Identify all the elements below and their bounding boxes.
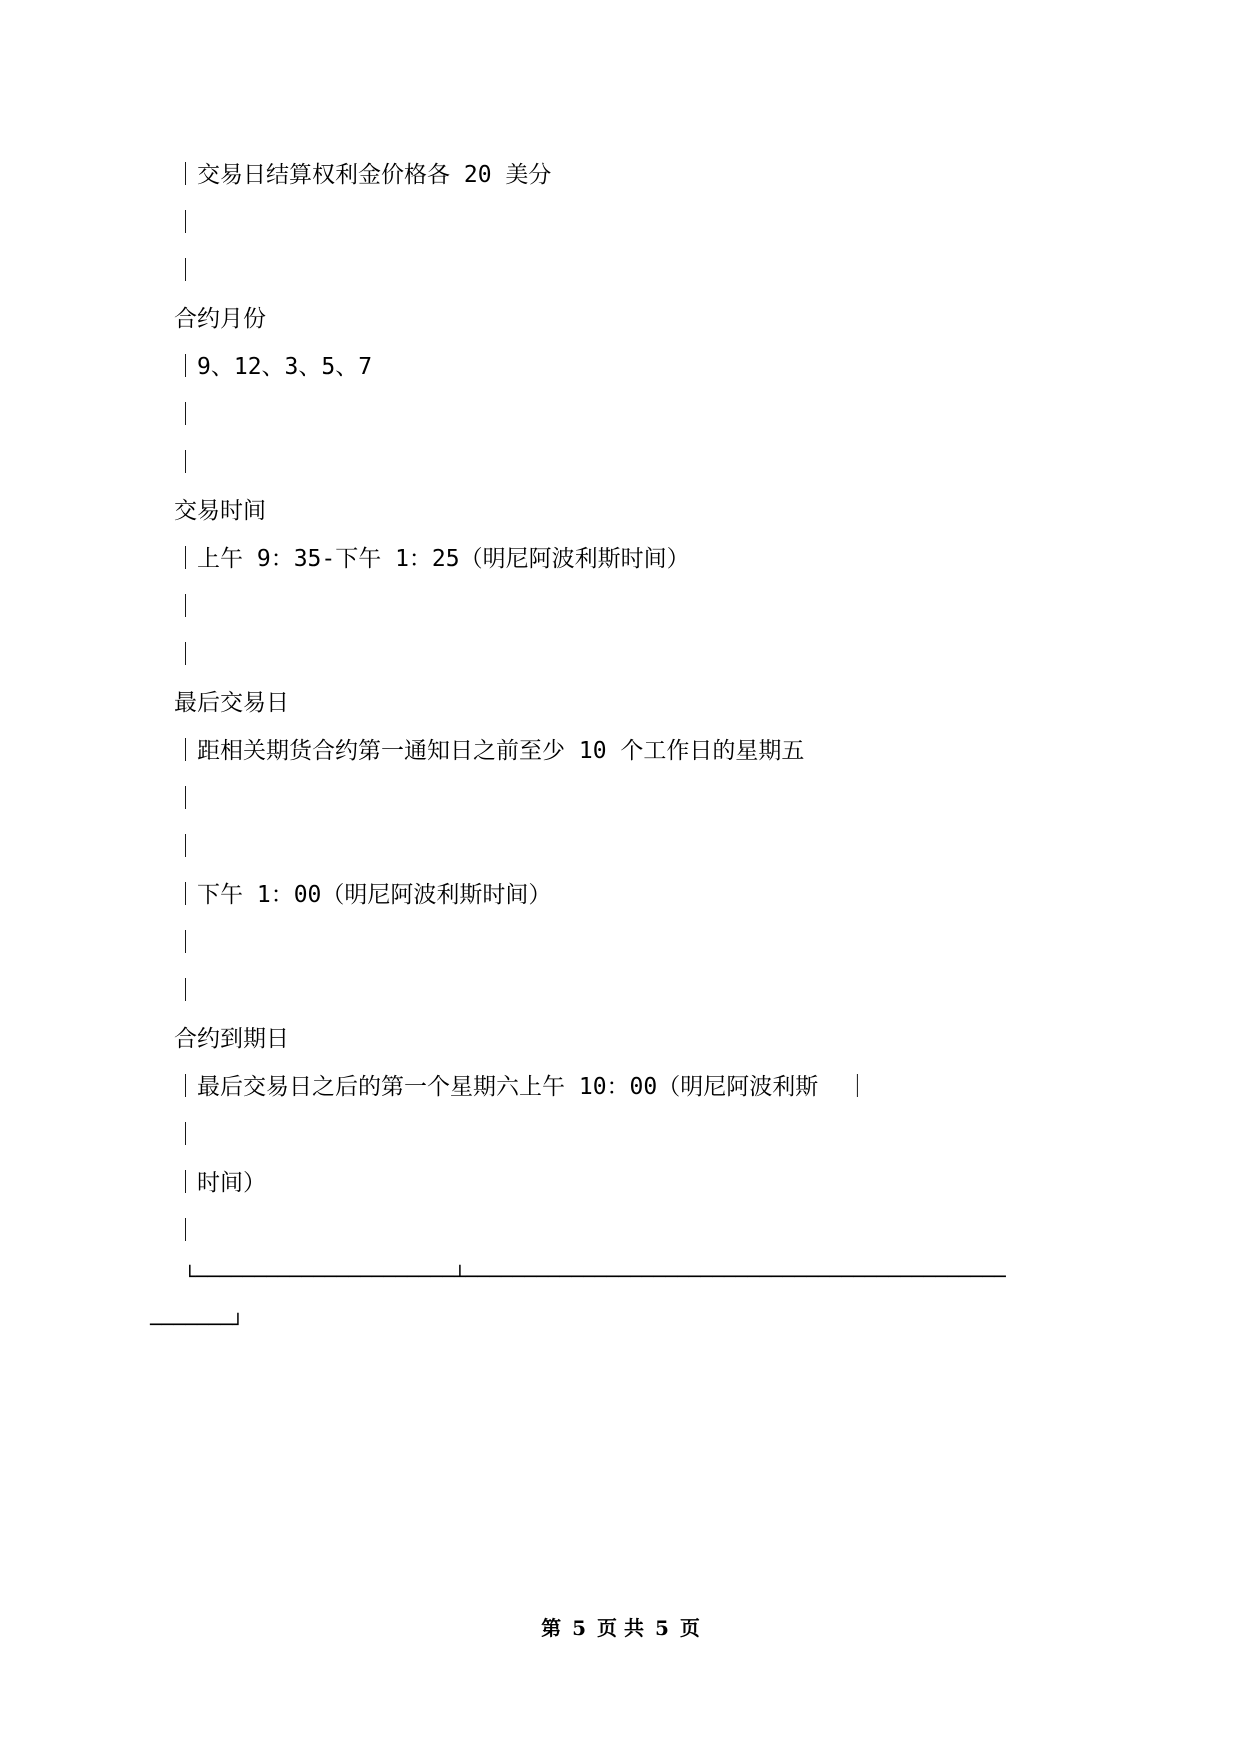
text-line: ｜时间） — [174, 1170, 266, 1196]
page-footer — [0, 1615, 1241, 1641]
text-line: ｜ — [174, 258, 197, 284]
text-line: ｜ — [174, 594, 197, 620]
footer-prefix: 第 — [541, 1616, 562, 1640]
total-page-number: 5 — [654, 1616, 669, 1640]
section-heading: 交易时间 — [174, 498, 266, 524]
text-line: ｜ — [174, 930, 197, 956]
section-heading: 最后交易日 — [174, 690, 289, 716]
footer-middle: 页 共 — [597, 1616, 644, 1640]
text-line: ｜上午 9：35-下午 1：25（明尼阿波利斯时间） — [174, 546, 690, 572]
text-line: ｜交易日结算权利金价格各 20 美分 — [174, 162, 552, 188]
table-bottom-border: └──────────────────────┴────────────────────────────────────────────── — [184, 1265, 1006, 1288]
table-bottom-border-continued: ───────┘ — [150, 1313, 244, 1336]
text-line: ｜距相关期货合约第一通知日之前至少 10 个工作日的星期五 — [174, 738, 805, 764]
text-line: ｜ — [174, 834, 197, 860]
footer-suffix: 页 — [679, 1616, 700, 1640]
text-line: ｜下午 1：00（明尼阿波利斯时间） — [174, 882, 552, 908]
section-heading: 合约到期日 — [174, 1026, 289, 1052]
text-line: ｜ — [174, 402, 197, 428]
text-line: ｜ — [174, 1122, 197, 1148]
text-line: ｜ — [174, 786, 197, 812]
text-line: ｜9、12、3、5、7 — [174, 354, 373, 380]
text-line: ｜ — [174, 1218, 197, 1244]
text-line: ｜ — [174, 978, 197, 1004]
text-line: ｜最后交易日之后的第一个星期六上午 10：00（明尼阿波利斯 ｜ — [174, 1074, 869, 1100]
current-page-number: 5 — [572, 1616, 587, 1640]
text-line: ｜ — [174, 210, 197, 236]
text-line: ｜ — [174, 450, 197, 476]
section-heading: 合约月份 — [174, 306, 266, 332]
text-line: ｜ — [174, 642, 197, 668]
